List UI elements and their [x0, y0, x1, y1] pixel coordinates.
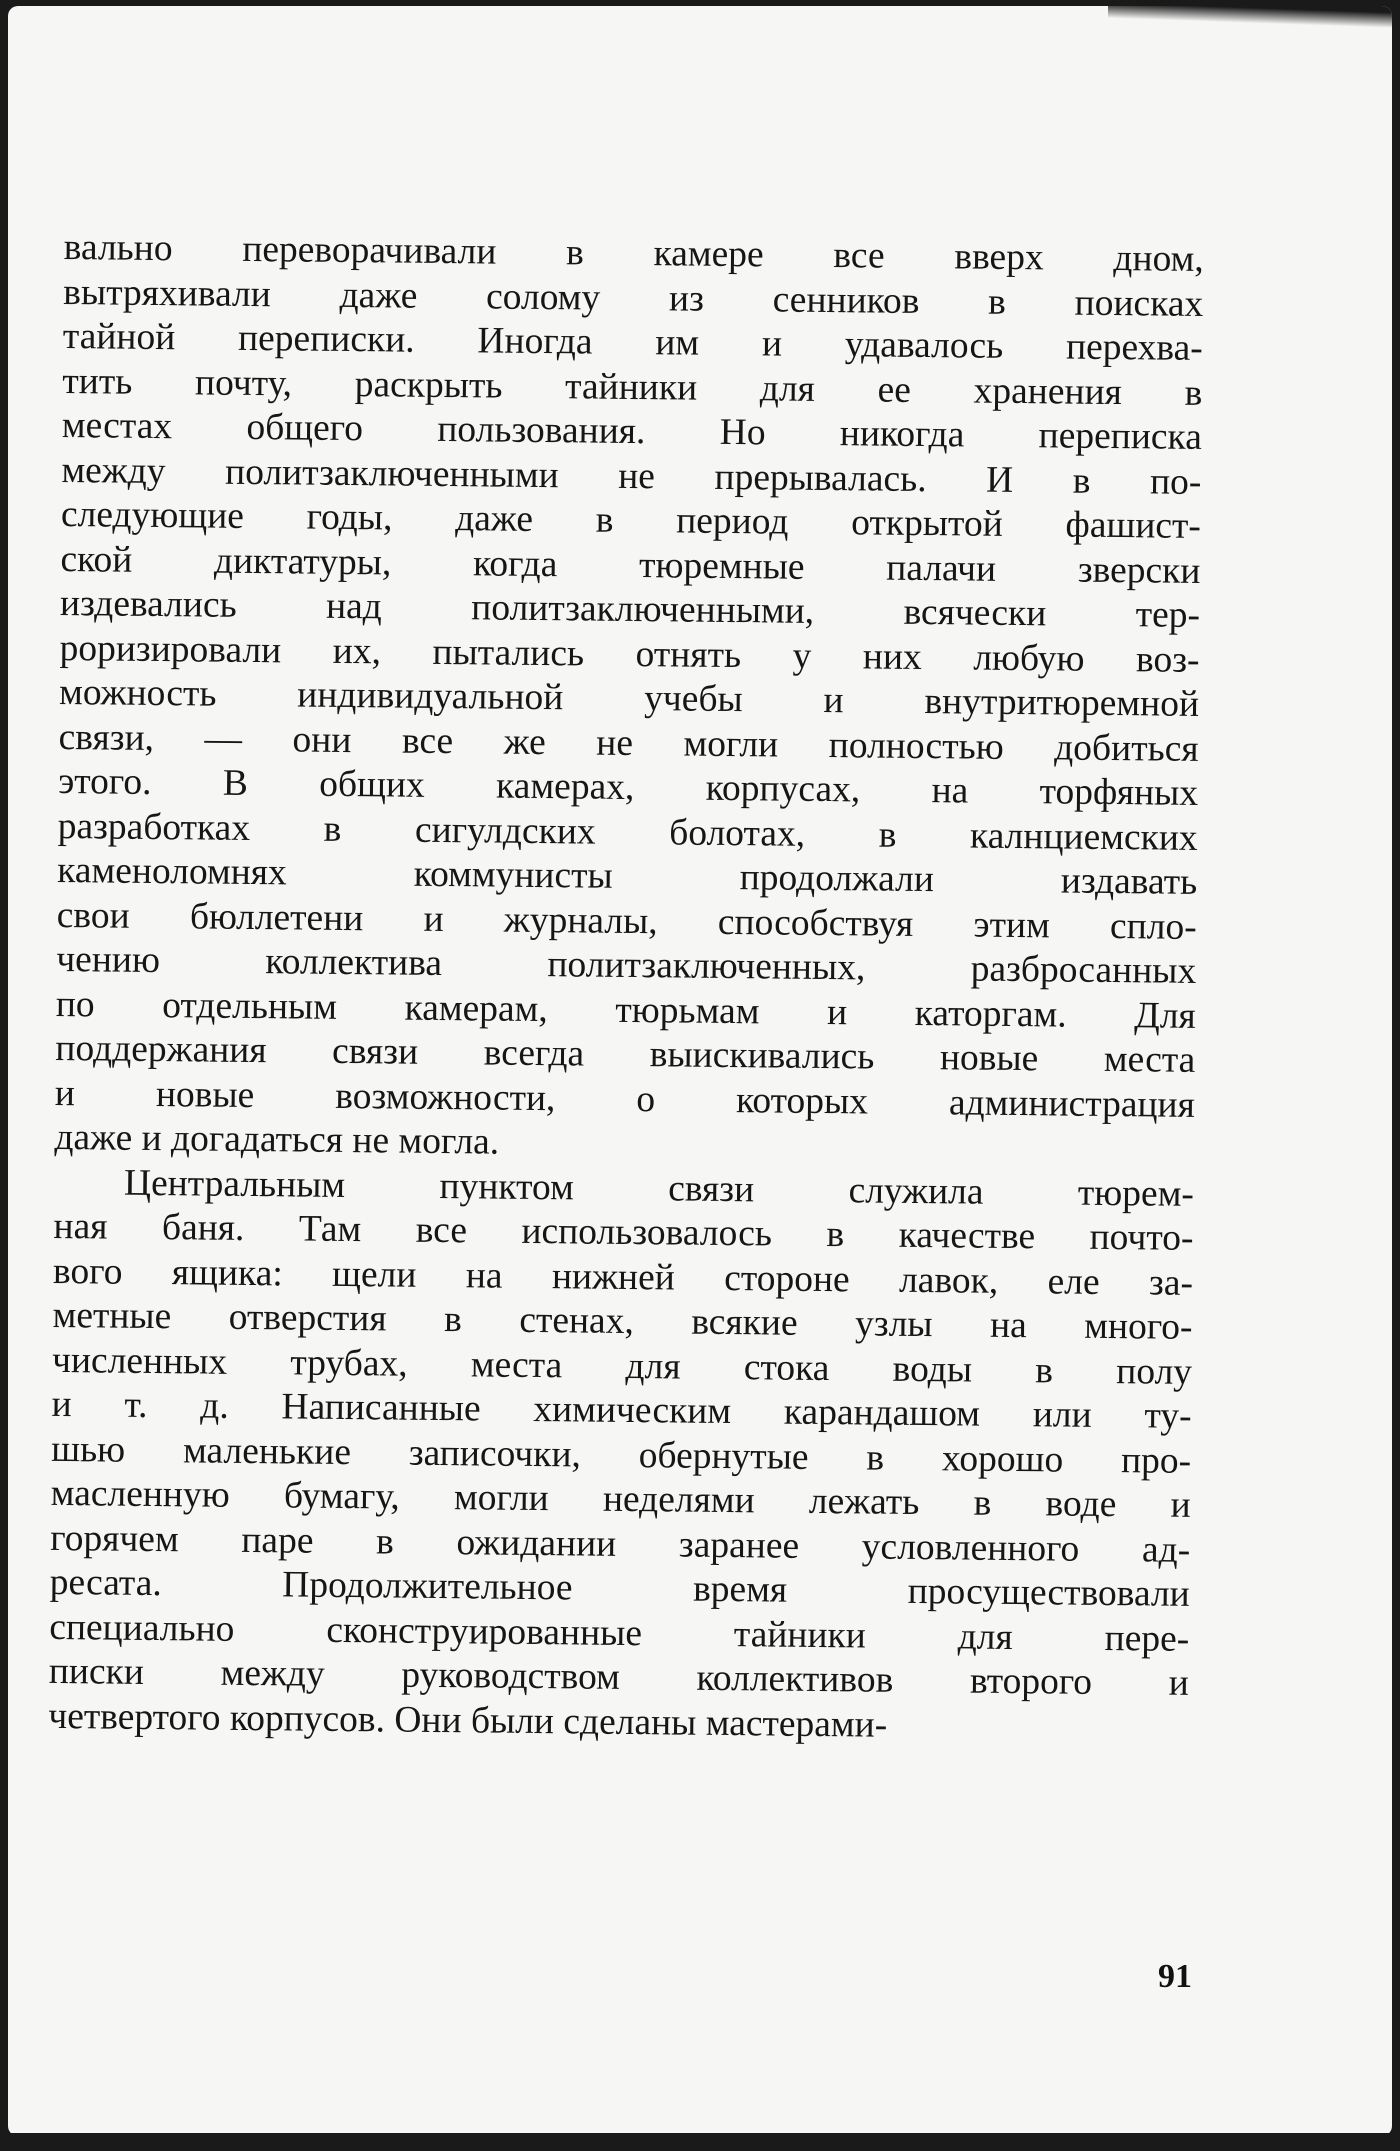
scan-edge-shadow	[1108, 6, 1392, 28]
text-line: разработках в сигулдских болотах, в калнциемских	[57, 805, 1198, 859]
body-text	[48, 226, 1204, 1751]
text-line: издевались над политзаключенными, всячески тер-	[59, 582, 1201, 636]
text-line: по отдельным камерам, тюрьмам и каторгам. Для	[55, 983, 1197, 1037]
text-line: шью маленькие записочки, обернутые в хорошо про-	[50, 1428, 1192, 1482]
text-line: и новые возможности, о которых администрация	[54, 1072, 1196, 1126]
text-line: чению коллектива политзаключенных, разбросанных	[56, 938, 1197, 992]
text-line: вытряхивали даже солому из сенников в поисках	[63, 271, 1204, 325]
text-line: вого ящика: щели на нижней стороне лавок, еле за-	[52, 1250, 1194, 1304]
text-line: связи, — они все же не могли полностью добиться	[58, 716, 1199, 770]
page-number: 91	[1158, 1958, 1192, 1995]
text-line: свои бюллетени и журналы, способствуя этим спло-	[56, 894, 1197, 948]
text-line: поддержания связи всегда выискивались новые места	[55, 1027, 1196, 1081]
text-line: этого. В общих камерах, корпусах, на торфяных	[57, 760, 1199, 814]
text-line: ресата. Продолжительное время просуществовали	[49, 1561, 1190, 1615]
text-line: метные отверстия в стенах, всякие узлы на много-	[52, 1294, 1193, 1348]
text-line: между политзаключенными не прерывалась. И в по-	[61, 449, 1202, 503]
text-line: Центральным пунктом связи служила тюрем-	[123, 1162, 1195, 1215]
text-line: писки между руководством коллективов второго и	[48, 1650, 1190, 1704]
text-line: можность индивидуальной учебы и внутритюремной	[58, 671, 1200, 725]
text-line: следующие годы, даже в период открытой фашист-	[60, 493, 1202, 547]
text-line: тайной переписки. Иногда им и удавалось перехва-	[62, 315, 1203, 369]
text-line: вально переворачивали в камере все вверх дном,	[63, 226, 1204, 280]
book-page	[8, 6, 1392, 2136]
text-line: ная баня. Там все использовалось в качестве почто-	[53, 1205, 1194, 1259]
text-line: тить почту, раскрыть тайники для ее хранения в	[62, 360, 1203, 414]
text-line: четвертого корпусов. Они были сделаны мастерами-	[48, 1695, 888, 1746]
text-line: даже и догадаться не могла.	[54, 1116, 500, 1163]
text-line: ской диктатуры, когда тюремные палачи зверски	[60, 538, 1201, 592]
text-line: каменоломнях коммунисты продолжали издавать	[57, 849, 1198, 903]
text-line: специально сконструированные тайники для пере-	[49, 1606, 1190, 1660]
text-line: и т. д. Написанные химическим карандашом или ту-	[51, 1383, 1192, 1437]
text-line: роризировали их, пытались отнять у них любую воз-	[59, 627, 1200, 681]
text-line: численных трубах, места для стока воды в полу	[51, 1339, 1193, 1393]
text-line: местах общего пользования. Но никогда переписка	[61, 404, 1203, 458]
text-line: горячем паре в ожидании заранее условленного ад-	[50, 1517, 1191, 1571]
scan-bottom-edge	[0, 2133, 1400, 2151]
text-line: масленную бумагу, могли неделями лежать в воде и	[50, 1472, 1191, 1526]
